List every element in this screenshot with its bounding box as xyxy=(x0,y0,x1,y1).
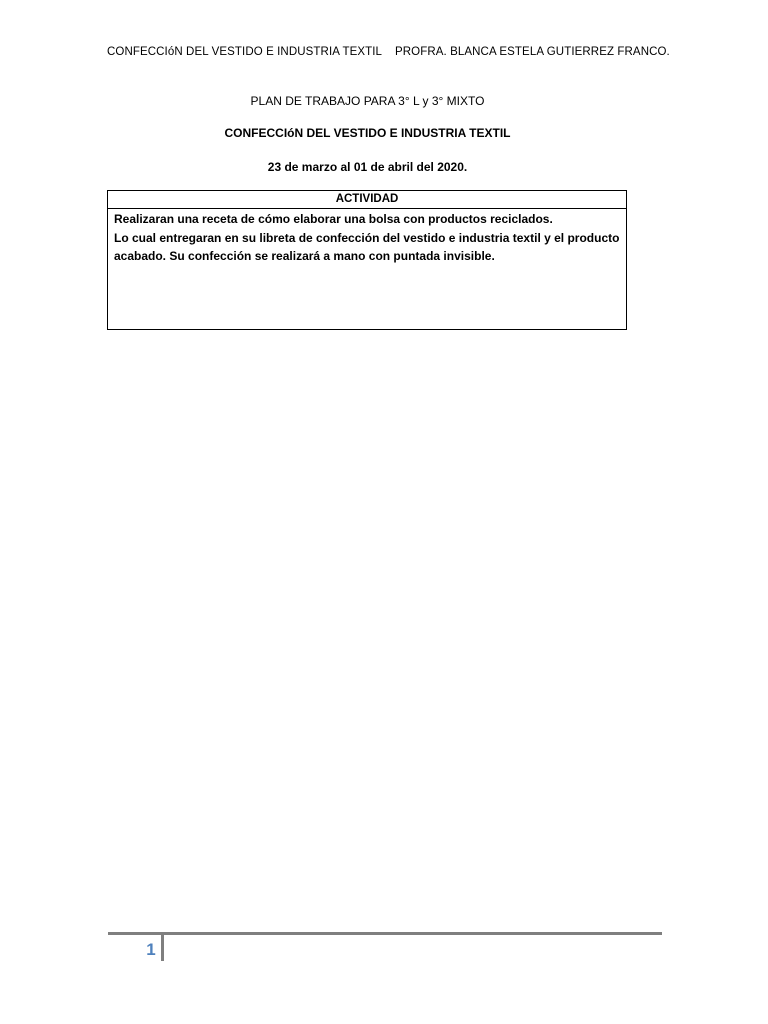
activity-paragraph-1: Realizaran una receta de cómo elaborar una bolsa con productos reciclados. xyxy=(114,212,553,226)
header-subject: CONFECCIóN DEL VESTIDO E INDUSTRIA TEXTIL xyxy=(107,46,383,58)
subject-title: CONFECCIóN DEL VESTIDO E INDUSTRIA TEXTIL xyxy=(224,126,511,140)
activity-paragraph-2: Lo cual entregaran en su libreta de confección del vestido e industria textil y el producto acabado. Su confección se realizará a mano con puntada invisible. xyxy=(114,230,620,263)
activity-table xyxy=(107,190,627,330)
activity-table-body xyxy=(108,209,626,267)
plan-title: PLAN DE TRABAJO PARA 3° L y 3° MIXTO xyxy=(250,94,485,108)
page-number: 1 xyxy=(146,940,156,959)
footer-rule xyxy=(108,932,662,935)
header-teacher: PROFRA. BLANCA ESTELA GUTIERREZ FRANCO. xyxy=(395,46,670,58)
date-range: 23 de marzo al 01 de abril del 2020. xyxy=(267,160,468,174)
activity-table-header: ACTIVIDAD xyxy=(108,191,626,209)
page-number-divider xyxy=(161,935,164,961)
